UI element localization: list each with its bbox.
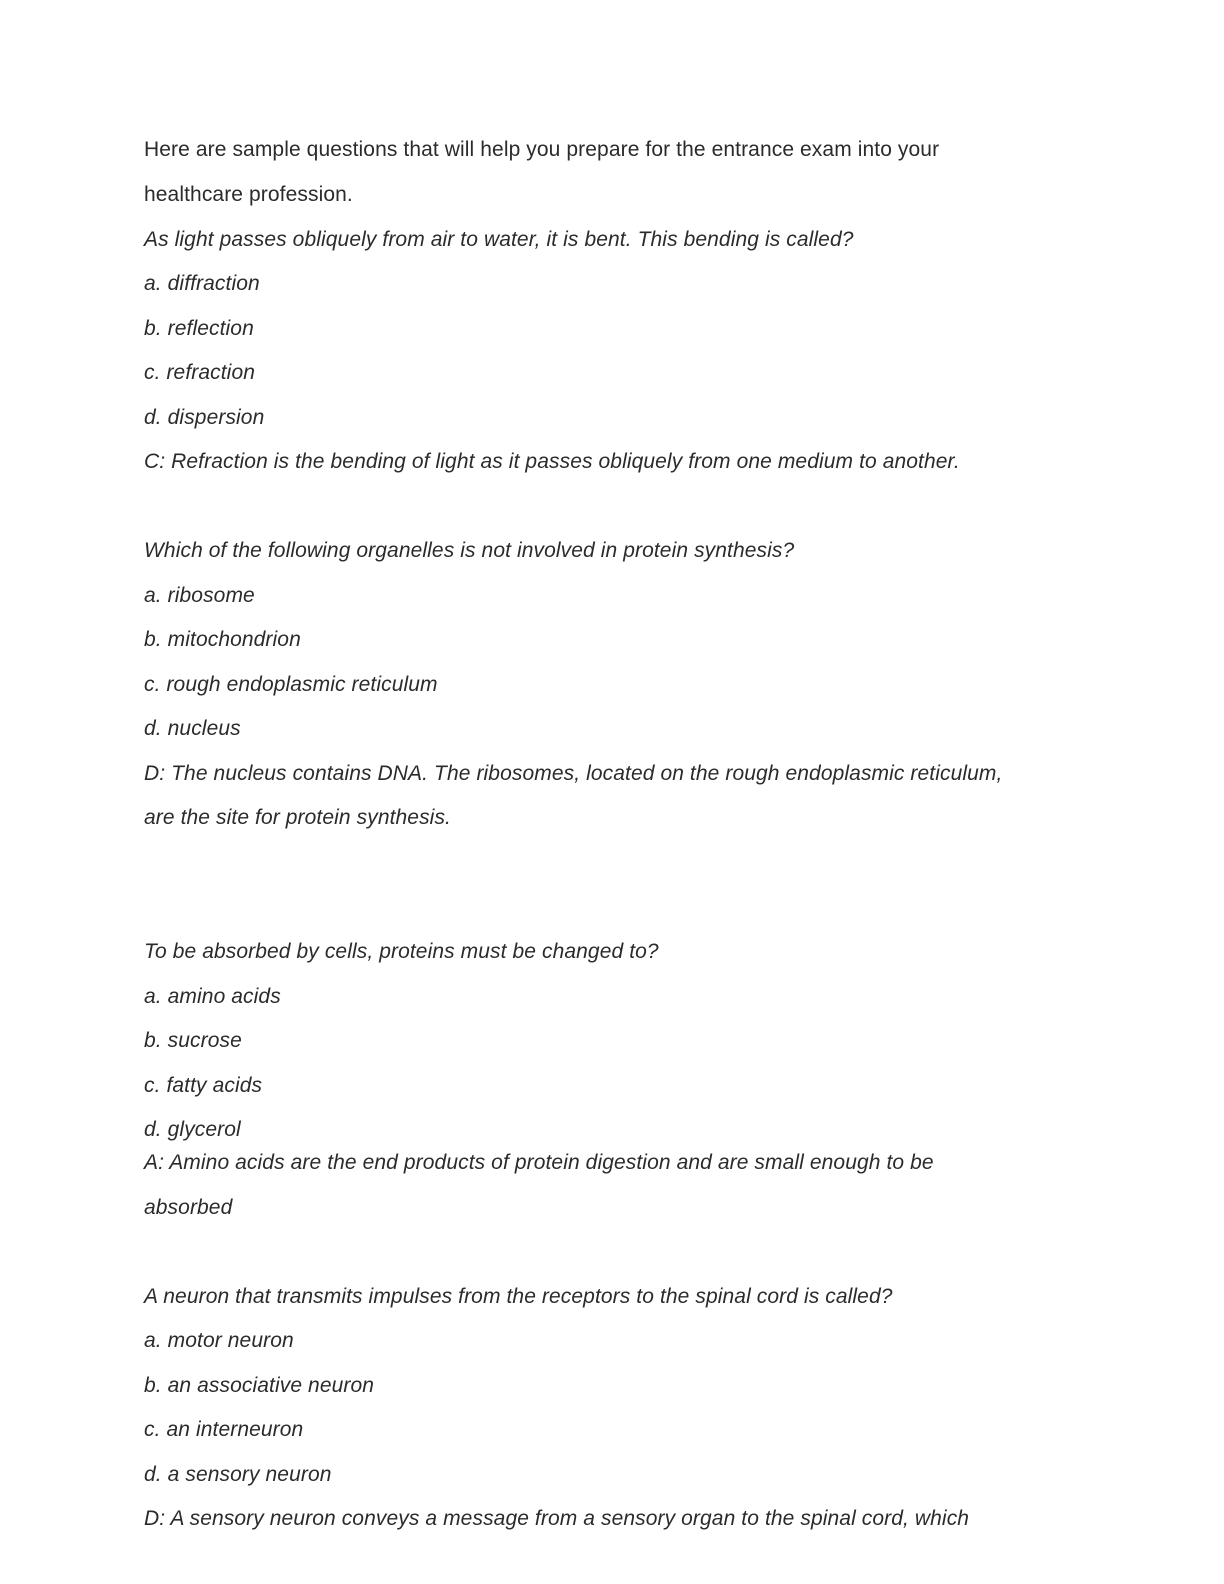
- intro-line-1: Here are sample questions that will help you prepare for the entrance exam into your: [144, 138, 940, 161]
- question-3-option-a: a. amino acids: [144, 985, 281, 1008]
- question-3-answer-line-1: A: Amino acids are the end products of protein digestion and are small enough to be: [144, 1151, 934, 1174]
- question-2-answer-line-1: D: The nucleus contains DNA. The ribosomes, located on the rough endoplasmic reticulum,: [144, 762, 1003, 785]
- question-3-text: To be absorbed by cells, proteins must be changed to?: [144, 940, 659, 963]
- question-1-answer: C: Refraction is the bending of light as it passes obliquely from one medium to another.: [144, 450, 960, 473]
- question-1-option-c: c. refraction: [144, 361, 256, 384]
- question-2-answer-line-2: are the site for protein synthesis.: [144, 806, 451, 829]
- question-4-option-b: b. an associative neuron: [144, 1374, 375, 1397]
- question-2-option-b: b. mitochondrion: [144, 628, 301, 651]
- intro-line-2: healthcare profession.: [144, 183, 353, 206]
- question-3-option-c: c. fatty acids: [144, 1074, 263, 1097]
- question-3-answer-line-2: absorbed: [144, 1196, 233, 1219]
- question-3-option-d: d. glycerol: [144, 1118, 241, 1141]
- question-4-option-c: c. an interneuron: [144, 1418, 304, 1441]
- question-4-answer-line-1: D: A sensory neuron conveys a message from a sensory organ to the spinal cord, which: [144, 1507, 970, 1530]
- question-4-option-d: d. a sensory neuron: [144, 1463, 332, 1486]
- question-1-option-d: d. dispersion: [144, 406, 265, 429]
- question-2-text: Which of the following organelles is not involved in protein synthesis?: [144, 539, 795, 562]
- question-4-option-a: a. motor neuron: [144, 1329, 294, 1352]
- question-1-option-b: b. reflection: [144, 317, 254, 340]
- question-2-option-a: a. ribosome: [144, 584, 255, 607]
- question-1-option-a: a. diffraction: [144, 272, 260, 295]
- question-3-option-b: b. sucrose: [144, 1029, 242, 1052]
- question-2-option-d: d. nucleus: [144, 717, 241, 740]
- question-1-text: As light passes obliquely from air to water, it is bent. This bending is called?: [144, 228, 854, 251]
- question-4-text: A neuron that transmits impulses from the receptors to the spinal cord is called?: [144, 1285, 893, 1308]
- question-2-option-c: c. rough endoplasmic reticulum: [144, 673, 438, 696]
